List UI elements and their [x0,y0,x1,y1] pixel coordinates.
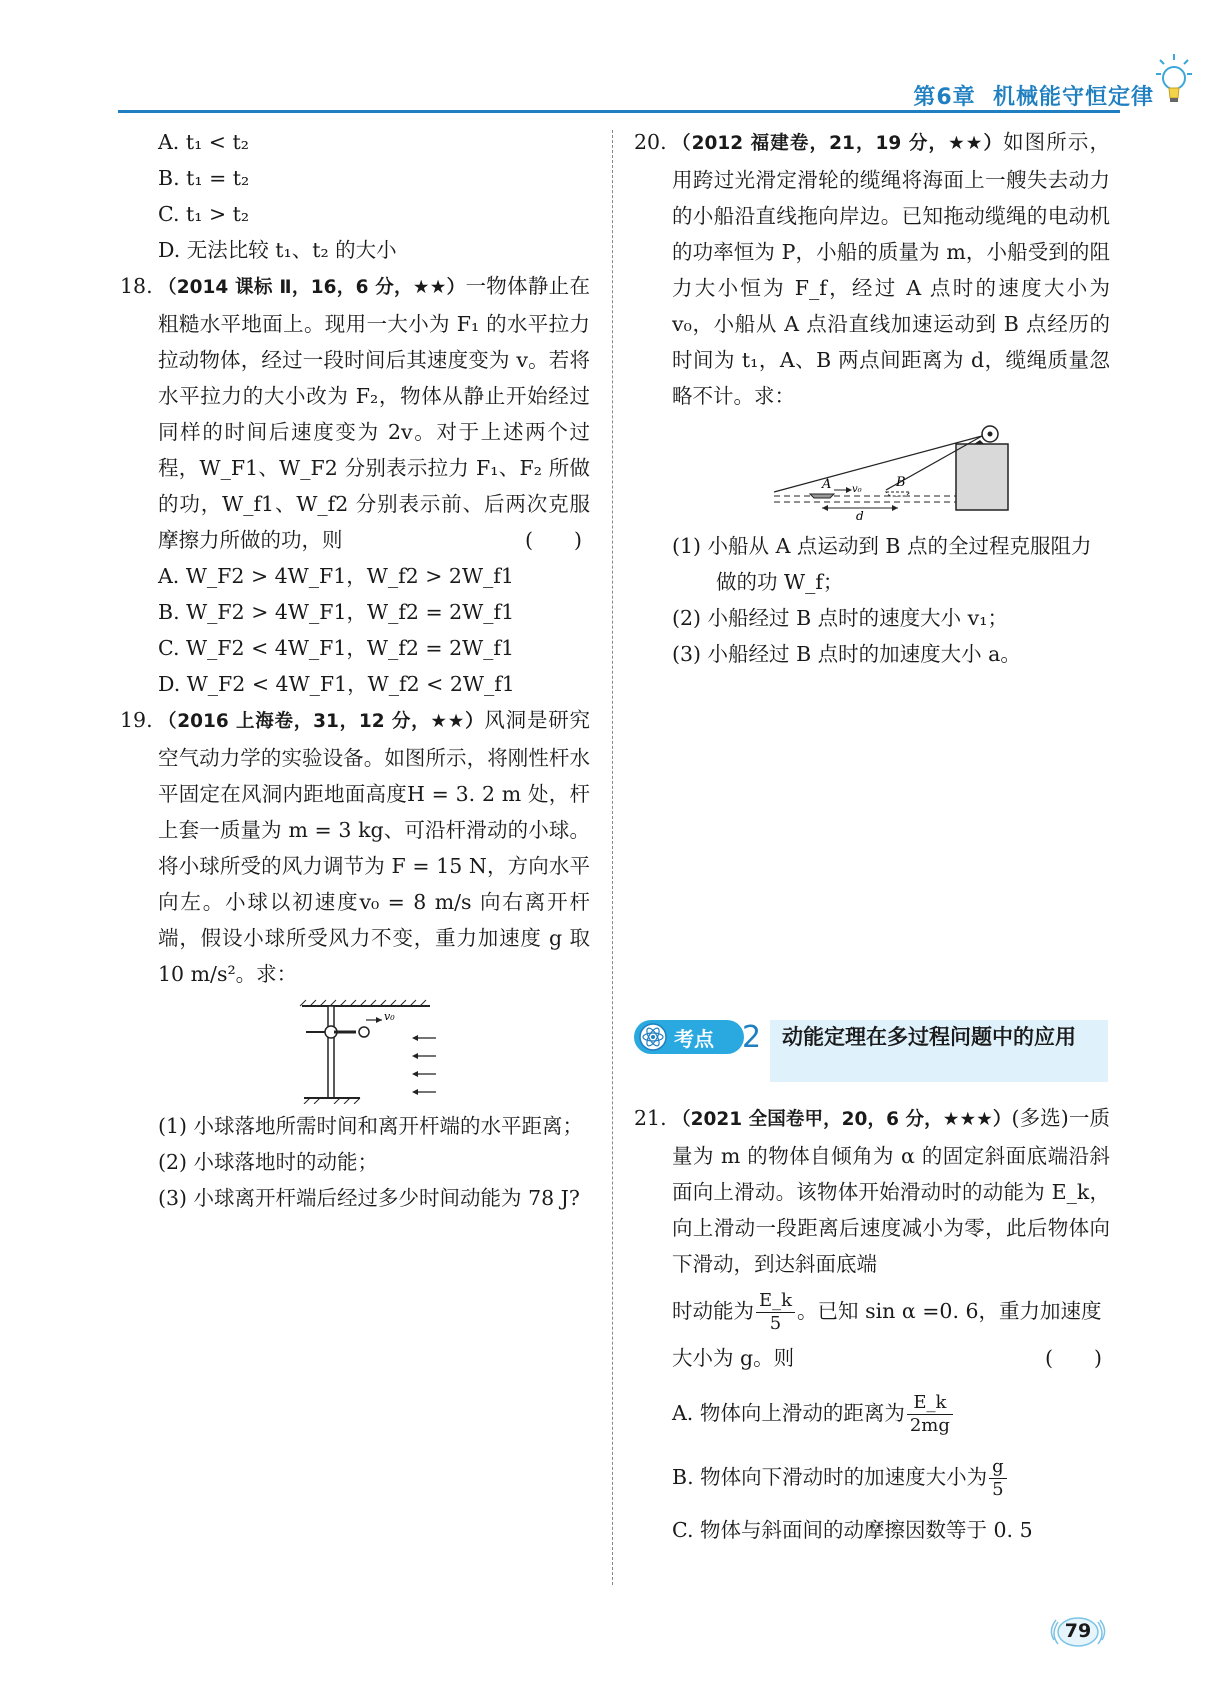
denominator: 5 [769,1313,782,1334]
q19-sub-1: (1) 小球落地所需时间和离开杆端的水平距离； [158,1114,584,1138]
q21-text: 时动能为 [672,1299,754,1323]
page-number-badge [1046,1610,1110,1652]
q19-sub-3: (3) 小球离开杆端后经过多少时间动能为 78 J? [158,1186,580,1210]
option-text: B. 物体向下滑动时的加速度大小为 [672,1465,988,1489]
q18-option-c: C. W_F2 < 4W_F1，W_f2 = 2W_f1 [158,636,515,660]
question-text: 一质量为 m 的物体自倾角为 α 的固定斜面底端沿斜面向上滑动。该物体开始滑动时的动能为 E_k，向上滑动一段距离后速度减小为零，此后物体向下滑动，到达斜面底端 [672,1106,1111,1276]
question-source: （2021 全国卷甲，20，6 分，★★★） [672,1109,1012,1130]
page-number: 79 [1064,1620,1092,1642]
point-a-label: A [822,477,832,492]
question-source: （2016 上海卷，31，12 分，★★） [158,711,485,732]
q21-text: 。已知 sin α =0. 6，重力加速度 [797,1299,1102,1323]
lightbulb-icon [1154,52,1196,108]
kaodian-badge [634,1020,744,1054]
question-number: 20. [634,130,667,154]
kaodian-label: 考点 [674,1027,714,1051]
question-source: （2014 课标 Ⅱ，16，6 分，★★） [158,277,466,298]
q18-option-d: D. W_F2 < 4W_F1，W_f2 < 2W_f1 [158,672,515,696]
q18-option-a: A. W_F2 > 4W_F1，W_f2 > 2W_f1 [158,564,514,588]
q20-sub-2: (2) 小船经过 B 点时的速度大小 v₁； [672,606,1008,630]
header-rule [118,110,1120,113]
left-column [120,124,590,1216]
answer-paren: ( ) [525,528,582,552]
q19-sub-2: (2) 小球落地时的动能； [158,1150,379,1174]
wind-tunnel-figure [120,998,590,1104]
question-21-block [634,1100,1110,1548]
chapter-title: 机械能守恒定律 [992,85,1154,110]
velocity-label: v₀ [852,484,862,495]
option-text: A. 物体向上滑动的距离为 [672,1401,905,1425]
question-20 [634,124,1110,414]
q21-option-b [634,1448,1110,1506]
denominator: 2mg [909,1415,950,1436]
q20-sub-1: (1) 小船从 A 点运动到 B 点的全过程克服阻力做的功 W_f； [672,534,1092,594]
q17-option-d: D. 无法比较 t₁、t₂ 的大小 [158,238,397,262]
q21-option-c: C. 物体与斜面间的动摩擦因数等于 0. 5 [672,1518,1033,1542]
q21-line-g [634,1340,1110,1376]
q17-option-b: B. t₁ = t₂ [158,166,250,190]
boat-pulley-diagram [634,420,1110,524]
question-number: 18. [120,274,153,298]
q21-text: 大小为 g。则 [672,1346,795,1370]
question-text: 一物体静止在粗糙水平地面上。现用一大小为 F₁ 的水平拉力拉动物体，经过一段时间后其速度变为 v。若将水平拉力的大小改为 F₂，物体从静止开始经过同样的时间后速度变为 2v。对于上述两个过程，W_F1、W_F2 分别表示拉力 F₁、F₂ 所做的功，W_f1、W_f2 分别表示前、后两次克服摩擦力所做的功，则 [158,274,590,552]
kaodian-title: 动能定理在多过程问题中的应用 [770,1020,1108,1082]
velocity-label: v₀ [384,1010,395,1023]
distance-label: d [856,509,864,523]
chapter-header [913,80,1154,111]
numerator: E_k [756,1290,795,1313]
right-column [634,124,1110,672]
boat-pulley-figure [634,420,1110,524]
point-b-label: B [896,475,906,490]
q21-line-fraction [634,1282,1110,1340]
q17-option-c: C. t₁ > t₂ [158,202,250,226]
question-tag: (多选) [1011,1106,1069,1130]
kaodian-banner [634,1020,1108,1082]
question-number: 21. [634,1106,667,1130]
question-21 [634,1100,1110,1282]
q17-option-a: A. t₁ < t₂ [158,130,249,154]
numerator: E_k [907,1392,953,1415]
denominator: 5 [992,1479,1004,1500]
q18-option-b: B. W_F2 > 4W_F1，W_f2 = 2W_f1 [158,600,515,624]
fraction-g-5 [989,1456,1007,1501]
question-source: （2012 福建卷，21，19 分，★★） [672,133,1004,154]
question-number: 19. [120,708,153,732]
question-18 [120,268,590,558]
fraction-ek-5 [756,1290,795,1335]
fraction-ek-2mg [907,1392,953,1437]
numerator: g [989,1456,1007,1479]
kaodian-number: 2 [742,1020,762,1055]
question-19 [120,702,590,992]
wind-arrows [414,1038,436,1092]
q20-sub-3: (3) 小船经过 B 点时的加速度大小 a。 [672,642,1021,666]
chapter-number: 第6章 [913,85,976,110]
question-text: 如图所示，用跨过光滑定滑轮的缆绳将海面上一艘失去动力的小船沿直线拖向岸边。已知拖动缆绳的电动机的功率恒为 P，小船的质量为 m，小船受到的阻力大小恒为 F_f，经过 A 点时的速度大小为 v₀，小船从 A 点沿直线加速运动到 B 点经历的时间为 t₁，A、B 两点间距离为 d，缆绳质量忽略不计。求： [672,130,1110,408]
atom-icon [638,1022,668,1052]
wind-tunnel-diagram [120,998,590,1104]
column-divider [612,130,613,1585]
answer-paren: ( ) [1045,1346,1102,1370]
q21-option-a [634,1384,1110,1442]
question-text: 风洞是研究空气动力学的实验设备。如图所示，将刚性杆水平固定在风洞内距地面高度H = 3. 2 m 处，杆上套一质量为 m = 3 kg、可沿杆滑动的小球。将小球所受的风力调节为 F = 15 N，方向水平向左。小球以初速度v₀ = 8 m/s 向右离开杆端，假设小球所受风力不变，重力加速度 g 取 10 m/s²。求： [158,708,591,986]
